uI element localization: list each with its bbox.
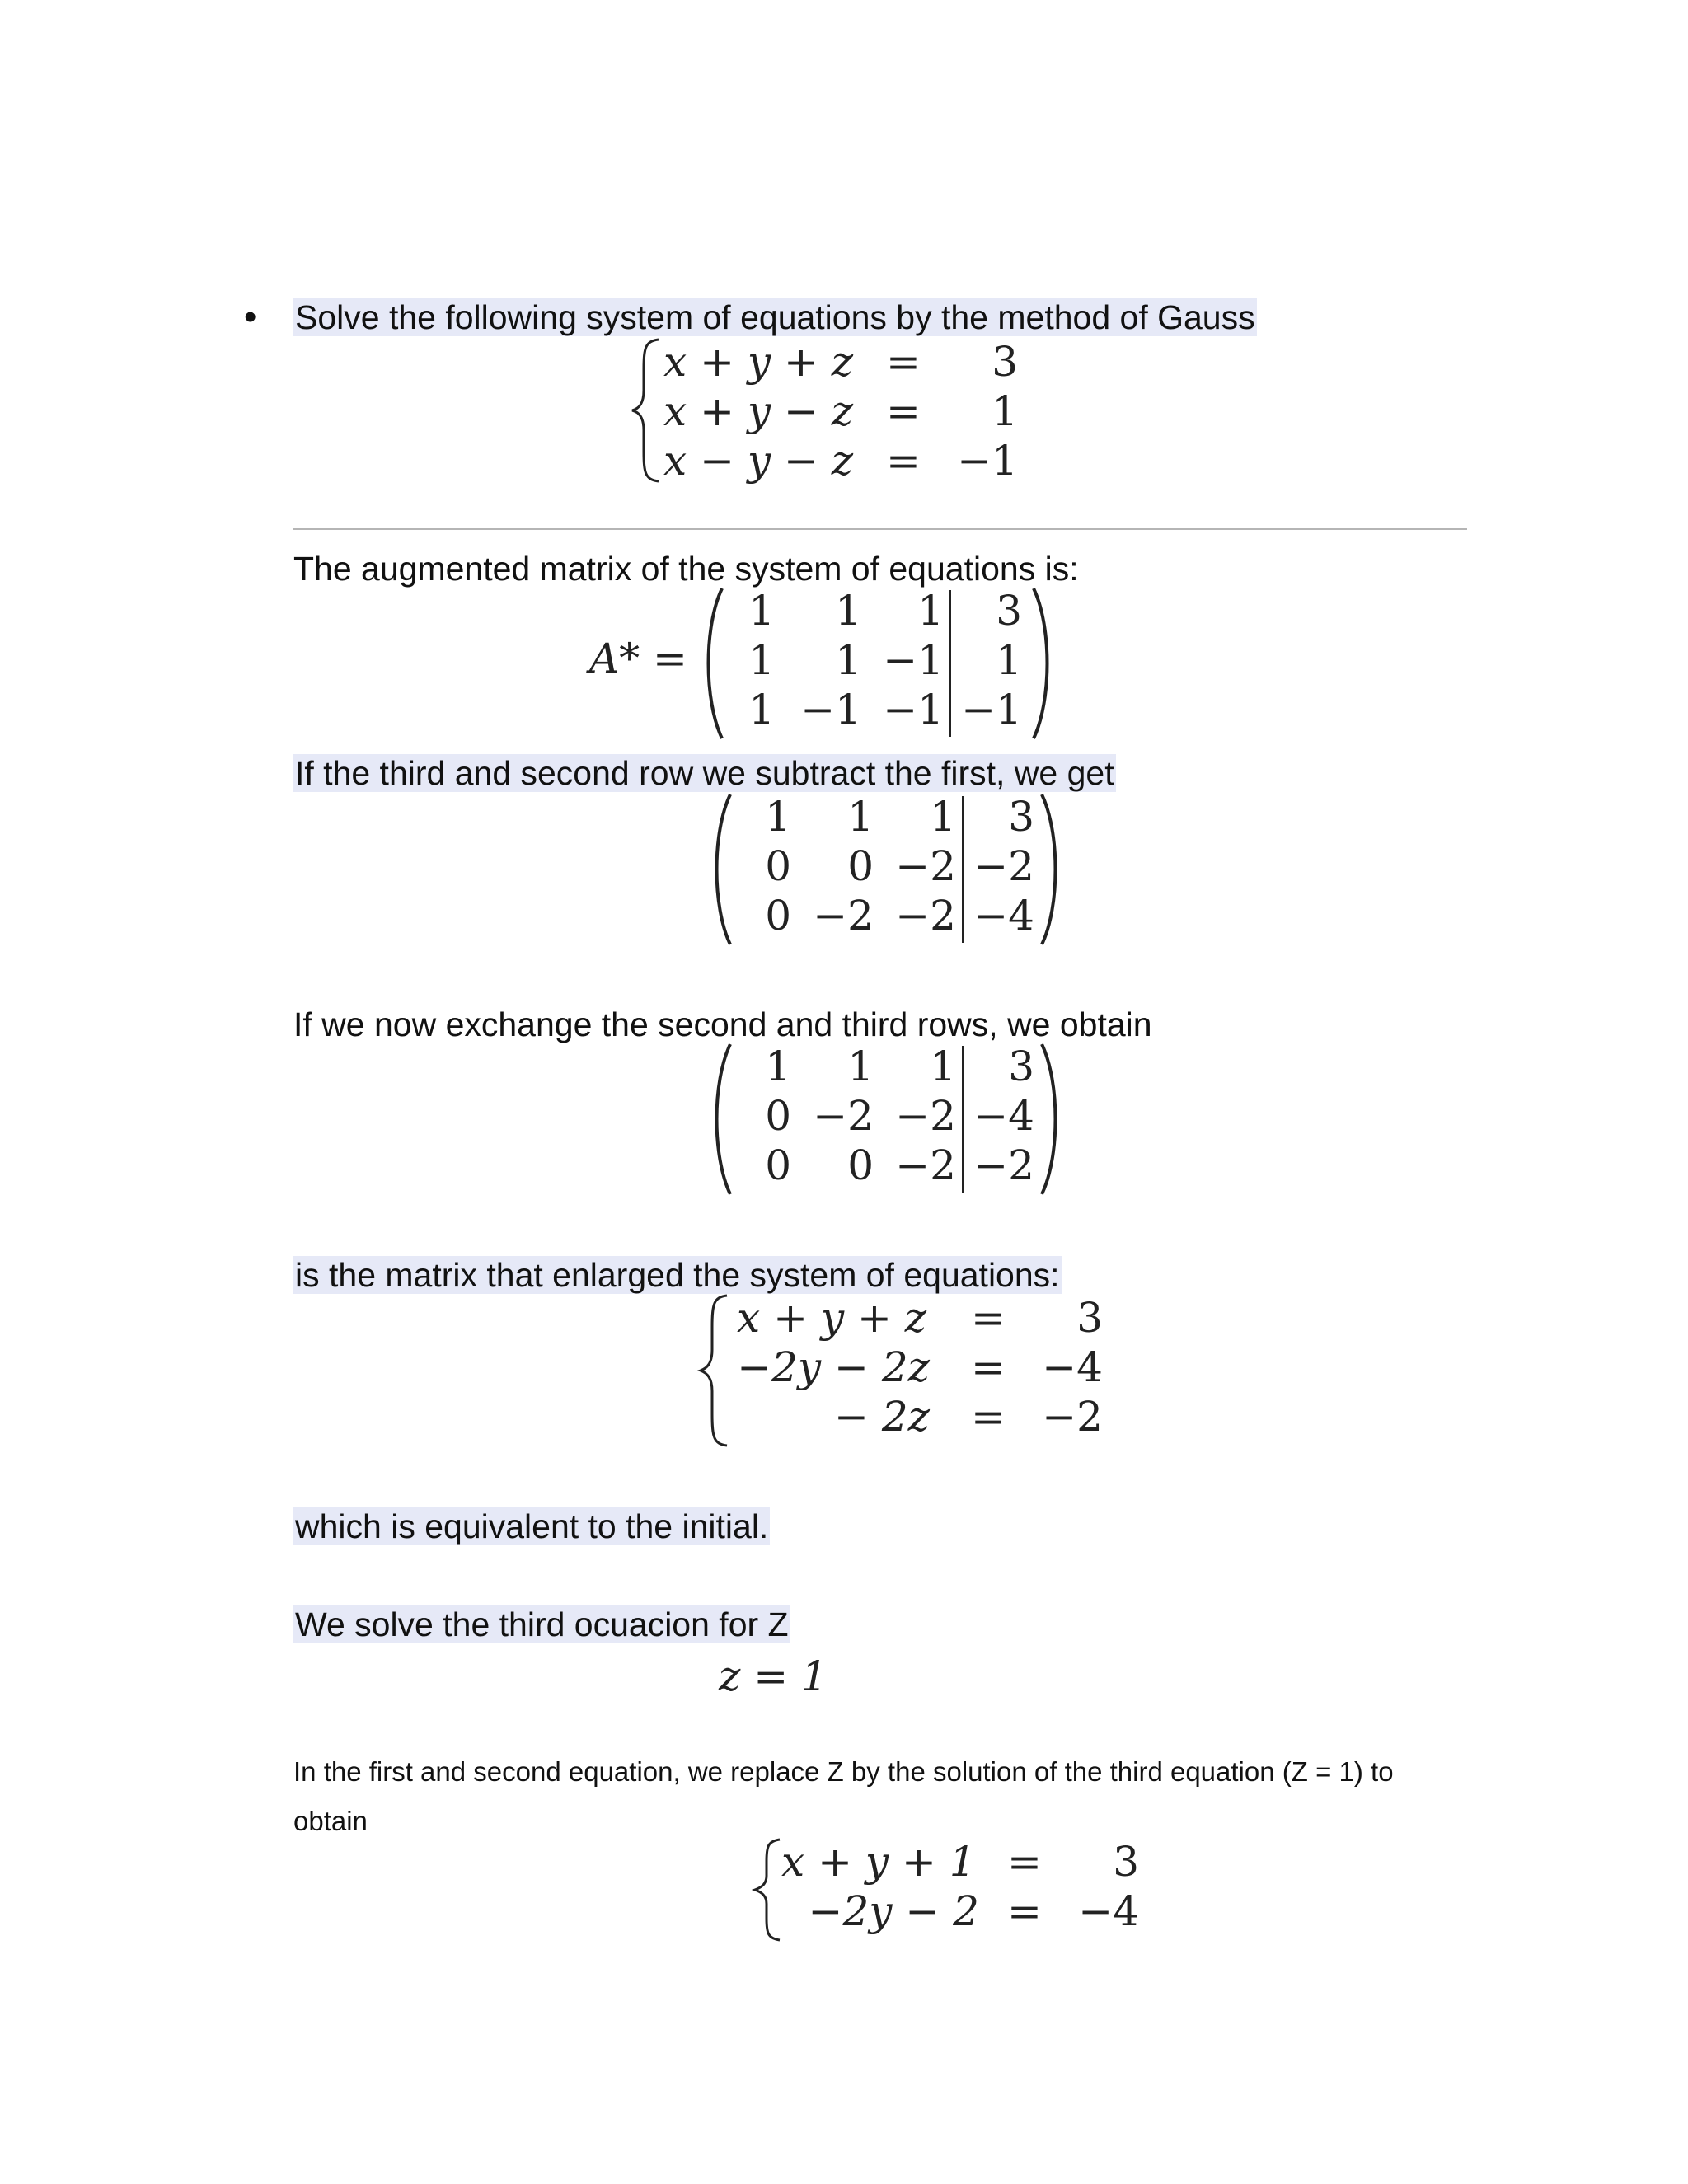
equals-sign: = [886,387,921,435]
equals-sign: = [971,1393,1006,1441]
left-paren [709,791,734,948]
equation-rhs: 3 [992,338,1018,386]
matrix-cell: 1 [748,636,775,684]
matrix-cell: 0 [847,842,874,890]
left-brace [752,1836,785,1943]
left-brace [699,1292,732,1449]
matrix-cell: 0 [765,892,791,940]
matrix-cell: 3 [996,587,1022,635]
matrix-cell: −1 [961,686,1022,733]
equation-rhs: 3 [1076,1294,1103,1342]
equation-lhs: −2y − 2z [737,1343,930,1391]
matrix-cell: 1 [917,587,944,635]
equation-rhs: 3 [1113,1838,1139,1886]
solution-z-text: z = 1 [719,1652,828,1700]
matrix-label-text: A* = [589,635,687,682]
equation-rhs: −1 [957,437,1018,485]
augment-bar [950,590,951,737]
matrix-cell: 1 [748,686,775,733]
equation-rhs: 1 [992,387,1018,435]
solution-z [719,1652,828,1700]
augment-bar [962,796,964,943]
step-subtract-rows-text: If the third and second row we subtract the first, we get [295,754,1114,792]
equals-sign: = [1007,1838,1042,1886]
matrix-cell: −2 [813,1092,874,1140]
matrix-cell: −2 [895,1141,956,1189]
matrix-cell: −2 [895,1092,956,1140]
equation-lhs: −2y − 2 [808,1887,979,1935]
equation-rhs: −2 [1042,1393,1103,1441]
matrix-cell: −1 [883,686,944,733]
matrix-cell: −2 [895,892,956,940]
matrix-cell: 3 [1008,1043,1034,1090]
equals-sign: = [971,1294,1006,1342]
right-paren [1039,1041,1063,1197]
matrix-cell: 1 [765,1043,791,1090]
equation-rhs: −4 [1042,1343,1103,1391]
step-substitute-line1: In the first and second equation, we replace Z by the solution of the third equation (Z = 1) to [293,1756,1394,1787]
step-augmented-matrix-text: The augmented matrix of the system of equations is: [293,550,1079,588]
problem-statement-text: Solve the following system of equations by the method of Gauss [295,298,1255,336]
matrix-cell: −1 [800,686,861,733]
left-brace [631,336,663,485]
matrix-cell: 0 [765,1141,791,1189]
right-paren [1039,791,1063,948]
step-enlarged-system [293,1254,1062,1296]
horizontal-divider [293,528,1467,530]
augmented-matrix [701,585,1055,742]
matrix-cell: 0 [765,1092,791,1140]
matrix-cell: 1 [835,636,861,684]
step-solve-third [293,1604,790,1645]
equation-lhs: x + y + z [737,1294,927,1342]
list-bullet: • [244,297,257,337]
matrix-after-exchange [709,1041,1063,1197]
equation-system-initial [631,336,1026,485]
right-paren [1030,585,1055,742]
matrix-cell: 0 [765,842,791,890]
matrix-cell: 0 [847,1141,874,1189]
equals-sign: = [1007,1887,1042,1935]
matrix-after-subtraction [709,791,1063,948]
matrix-cell: 1 [835,587,861,635]
matrix-cell: 1 [847,793,874,841]
matrix-cell: −2 [973,1141,1034,1189]
matrix-cell: 3 [1008,793,1034,841]
matrix-cell: 1 [765,793,791,841]
left-paren [709,1041,734,1197]
matrix-cell: 1 [847,1043,874,1090]
step-equivalent [293,1506,770,1547]
left-paren [701,585,725,742]
matrix-cell: 1 [930,793,956,841]
matrix-cell: −2 [813,892,874,940]
matrix-cell: 1 [930,1043,956,1090]
equation-system-substituted [752,1836,1147,1943]
equals-sign: = [971,1343,1006,1391]
step-subtract-rows [293,752,1116,794]
matrix-cell: 1 [996,636,1022,684]
step-equivalent-text: which is equivalent to the initial. [295,1507,769,1545]
augment-bar [962,1046,964,1193]
equation-rhs: −4 [1078,1887,1139,1935]
equals-sign: = [886,437,921,485]
step-exchange-rows-text: If we now exchange the second and third rows, we obtain [293,1005,1152,1043]
matrix-cell: −4 [973,1092,1034,1140]
equation-lhs: x + y − z [663,387,854,435]
step-enlarged-system-text: is the matrix that enlarged the system of equations: [295,1256,1060,1294]
problem-statement [293,297,1257,338]
step-substitute-line2: obtain [293,1806,368,1836]
step-solve-third-text: We solve the third ocuacion for Z [295,1605,789,1643]
equation-system-reduced [699,1292,1111,1449]
matrix-cell: −2 [895,842,956,890]
equation-lhs: − 2z [834,1393,930,1441]
equation-lhs: x + y + 1 [781,1838,976,1886]
matrix-cell: −4 [973,892,1034,940]
matrix-cell: −2 [973,842,1034,890]
equation-lhs: x + y + z [663,338,854,386]
equation-lhs: x − y − z [663,437,854,485]
matrix-cell: 1 [748,587,775,635]
equals-sign: = [886,338,921,386]
matrix-label [589,635,687,682]
matrix-cell: −1 [883,636,944,684]
